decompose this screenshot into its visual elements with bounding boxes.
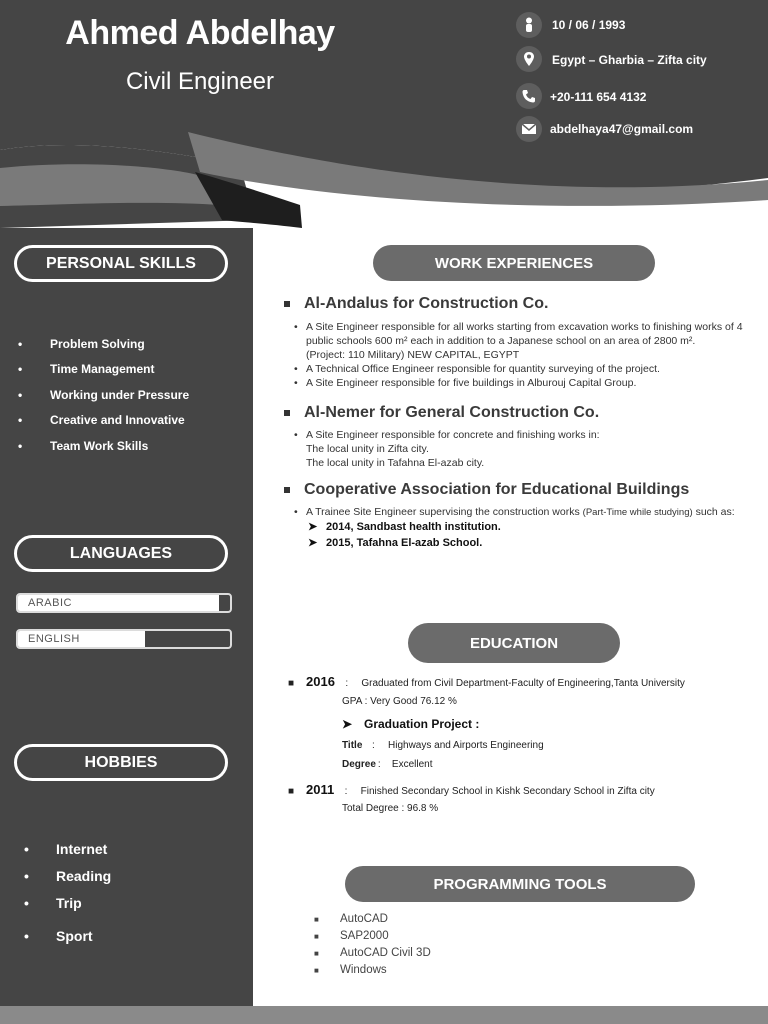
tools-list [314,913,431,981]
skills-list [18,331,248,459]
list-item: ■ AutoCAD Civil 3D [314,947,431,959]
candidate-name: Ahmed Abdelhay [65,14,335,52]
phone-icon [516,83,542,109]
list-item: • Sport [24,928,93,944]
birth-date: 10 / 06 / 1993 [552,18,626,32]
envelope-icon [516,116,542,142]
job-description: • A Site Engineer responsible for all works starting from excavation works to finishing works of 4 public schools 600 m² each in addition to a Japanese school on an area of 2800 m². (Project: 110 Military) NEW CAPITAL, EGYPT • A Technical Office Engineer responsible for quantity surveying of the project. • A Site Engineer responsible for five buildings in Alburouj Capital Group. [294,321,743,389]
graduation-project-label: ➤ Graduation Project : [342,717,480,731]
education-entry-2011: ■ 2011 : Finished Secondary School in Kishk Secondary School in Zifta city [288,782,655,797]
list-item: • Problem Solving [18,336,145,351]
work-experiences-heading: WORK EXPERIENCES [373,245,655,281]
language-label: ENGLISH [28,633,80,645]
list-item: • Trip [24,894,82,911]
list-item: • Reading [24,867,112,884]
hobbies-list [24,835,224,956]
language-bar-arabic [16,593,232,613]
education-heading: EDUCATION [408,623,620,663]
person-icon [516,12,542,38]
project-title: Title : Highways and Airports Engineering [342,740,544,751]
language-label: ARABIC [28,597,72,609]
phone-number: +20-111 654 4132 [550,90,647,104]
programming-tools-heading: PROGRAMMING TOOLS [345,866,695,902]
languages-heading: LANGUAGES [14,535,228,572]
job-description: • A Trainee Site Engineer supervising the construction works (Part-Time while studying) such as: [294,506,735,518]
address: Egypt – Gharbia – Zifta city [552,53,707,67]
list-item: • Internet [24,840,108,857]
company-name: Al-Andalus for Construction Co. [284,295,548,313]
education-entry-2016: ■ 2016 : Graduated from Civil Department-Faculty of Engineering,Tanta University [288,674,685,689]
list-item: • Team Work Skills [18,438,149,453]
project-item: ➤ 2014, Sandbast health institution. [308,521,501,533]
job-description: • A Site Engineer responsible for concrete and finishing works in: The local unity in Zifta city. The local unity in Tafahna El-azab city. [294,429,600,469]
list-item: ■ Windows [314,964,387,976]
hobbies-heading: HOBBIES [14,744,228,781]
language-bar-english [16,629,232,649]
personal-skills-heading: PERSONAL SKILLS [14,245,228,282]
footer-bar [0,1006,768,1024]
gpa: GPA : Very Good 76.12 % [342,696,457,707]
project-item: ➤ 2015, Tafahna El-azab School. [308,537,483,549]
email-address: abdelhaya47@gmail.com [550,122,694,136]
total-degree: Total Degree : 96.8 % [342,803,439,814]
list-item: • Creative and Innovative [18,413,185,428]
list-item: • Working under Pressure [18,387,190,402]
project-degree: Degree : Excellent [342,759,433,770]
job-title: Civil Engineer [125,68,275,95]
list-item: ■ AutoCAD [314,913,388,925]
company-name: Cooperative Association for Educational Buildings [284,481,689,499]
list-item: ■ SAP2000 [314,930,389,942]
list-item: • Time Management [18,362,155,377]
company-name: Al-Nemer for General Construction Co. [284,404,599,422]
location-pin-icon [516,46,542,72]
